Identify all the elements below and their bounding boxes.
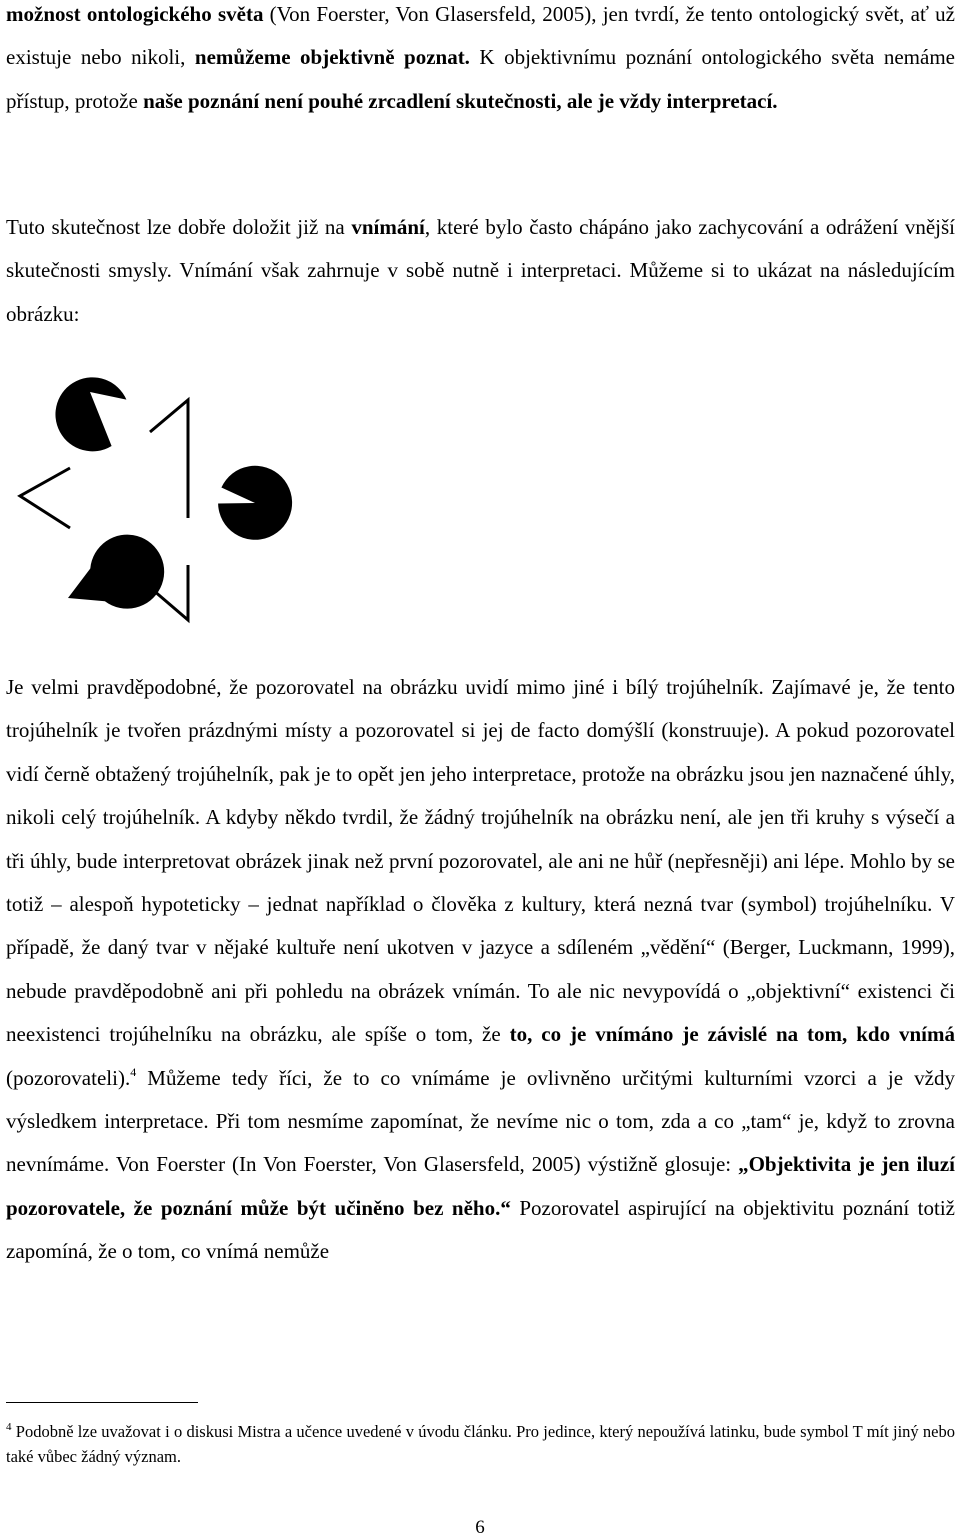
footnote-reference[interactable]: 4 [130,1064,137,1079]
bold-text: to, co je vnímáno je závislé na tom, kdo vnímá [509,1022,955,1047]
text: , které bylo často chápáno jako zachycování a odrážení vnější skutečnosti smysly. Vnímání však zahrnuje v sobě nutně i interpretaci. Můžeme si to ukázat na následujícím obrázku: [6,215,956,326]
footnote-divider [6,1402,198,1403]
bold-text: vnímání [351,215,425,239]
page-number: 6 [475,1517,485,1538]
text: Můžeme tedy říci, že to co vnímáme je ovlivněno určitými kulturními vzorci a je vždy výsledkem interpretace. Při tom nesmíme zapomínat, že nevíme nic o tom, zda a co „tam“ je, když to zrovna nevnímáme. Von Foerster (In Von Foerster, Von Glasersfeld, 2005) výstižně glosuje: [6,1065,955,1177]
bold-text: nemůžeme objektivně poznat. [194,45,470,70]
footnote-text: Podobně lze uvažovat i o diskusi Mistra a učence uvedené v úvodu článku. Pro jedince, který nepoužívá latinku, bude symbol T mít jiný nebo také vůbec žádný význam. [6,1422,955,1466]
footnote [6,1419,955,1469]
bold-text: možnost ontologického světa [6,2,264,26]
paragraph-2 [6,206,955,336]
text: (Von Foerster, Von Glasersfeld, 2005), jen tvrdí, že tento ontologický svět, ať už existuje nebo nikoli, [6,2,955,70]
text: Tuto skutečnost lze dobře doložit již na [6,215,352,239]
angle-line-left [20,468,70,528]
footnote-number: 4 [6,1421,12,1433]
text: K objektivnímu poznání ontologického světa nemáme přístup, protože [6,45,955,113]
paragraph-3 [6,666,955,1274]
pacman-shape-top [55,377,126,451]
bold-quote: „Objektivita je jen iluzí pozorovatele, že poznání může být učiněno bez něho.“ [6,1152,955,1220]
text: Je velmi pravděpodobné, že pozorovatel na obrázku uvidí mimo jiné i bílý trojúhelník. Zajímavé je, že tento trojúhelník je tvořen prázdnými místy a pozorovatel si jej de facto domýšlí (konstruuje). A pokud pozorovatel vidí černě obtažený trojúhelník, pak je to opět jen jeho interpretace, protože na obrázku jsou jen naznačené úhly, nikoli celý trojúhelník. A kdyby někdo tvrdil, že žádný trojúhelník na obrázku není, ale jen tři kruhy s výsečí a tři úhly, bude interpretovat obrázek jinak než první pozorovatel, ale ani ne hůř (nepřesněji) ani lépe. Mohlo by se totiž – alespoň hypoteticky – jednat například o člověka z kultury, která nezná tvar (symbol) trojúhelníku. V případě, že daný tvar v nějaké kultuře není ukotven v jazyce a sdíleném „vědění“ (Berger, Luckmann, 1999), nebude pravděpodobně ani při pohledu na obrázek vnímán. To ale nic nevypovídá o „objektivní“ existenci či neexistenci trojúhelníku na obrázku, ale spíše o tom, že [6,675,955,1047]
text: Pozorovatel aspirující na objektivitu poznání totiž zapomíná, že o tom, co vnímá nemůže [6,1195,955,1264]
angle-line-top [150,400,188,518]
text: (pozorovateli). [6,1065,131,1090]
pacman-shape-right [218,466,292,540]
bold-text: naše poznání není pouhé zrcadlení skutečnosti, ale je vždy interpretací. [143,88,778,113]
paragraph-1 [6,0,955,123]
kanizsa-triangle-figure [0,350,300,650]
pacman-shape-bottom [68,535,164,609]
